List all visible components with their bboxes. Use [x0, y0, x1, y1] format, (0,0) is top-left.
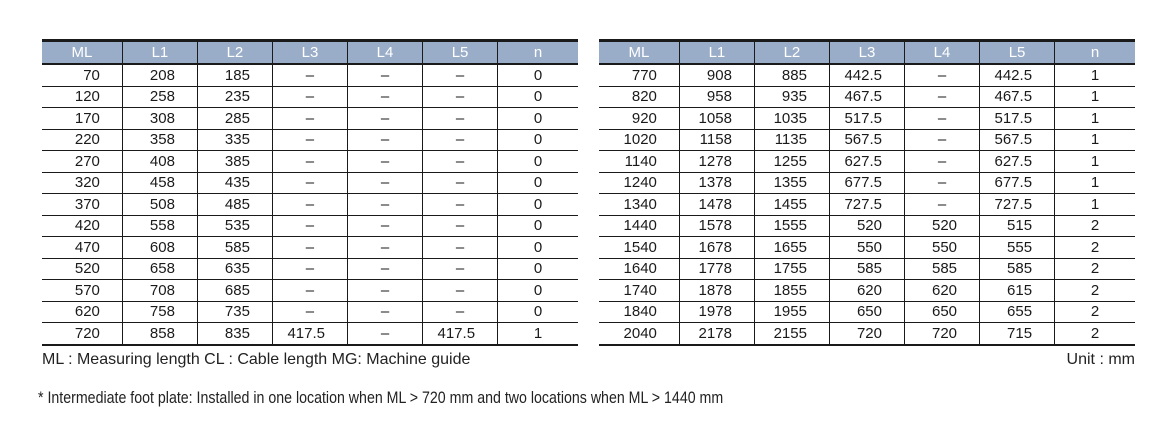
table-cell: – — [272, 301, 347, 323]
table-cell: 0 — [498, 129, 578, 151]
table-cell: – — [347, 151, 422, 173]
table-cell: 517.5 — [829, 108, 904, 130]
spec-table-right — [599, 39, 1135, 346]
table-cell: 635 — [197, 258, 272, 280]
table-cell: 627.5 — [980, 151, 1055, 173]
table-cell: 720 — [904, 323, 979, 345]
table-cell: 550 — [904, 237, 979, 259]
column-header-ml: ML — [42, 41, 122, 65]
table-cell: 1678 — [679, 237, 754, 259]
table-cell: 920 — [599, 108, 679, 130]
table-cell: 677.5 — [829, 172, 904, 194]
table-cell: – — [423, 258, 498, 280]
table-cell: 1640 — [599, 258, 679, 280]
table-row — [599, 280, 1135, 302]
column-header-l3: L3 — [272, 41, 347, 65]
table-cell: 1 — [1055, 64, 1135, 86]
table-cell: 1 — [1055, 194, 1135, 216]
table-header-row — [42, 41, 578, 65]
table-cell: 417.5 — [423, 323, 498, 345]
table-cell: 558 — [122, 215, 197, 237]
table-cell: 270 — [42, 151, 122, 173]
table-cell: 2 — [1055, 301, 1135, 323]
table-cell: 708 — [122, 280, 197, 302]
table-cell: 2 — [1055, 323, 1135, 345]
table-row — [599, 129, 1135, 151]
column-header-n: n — [1055, 41, 1135, 65]
table-header-row — [599, 41, 1135, 65]
table-cell: 0 — [498, 64, 578, 86]
table-cell: – — [904, 129, 979, 151]
table-cell: 0 — [498, 301, 578, 323]
table-cell: 458 — [122, 172, 197, 194]
table-cell: 70 — [42, 64, 122, 86]
table-cell: – — [272, 280, 347, 302]
table-cell: 2155 — [754, 323, 829, 345]
table-cell: – — [423, 172, 498, 194]
table-cell: 567.5 — [980, 129, 1055, 151]
table-cell: 508 — [122, 194, 197, 216]
table-cell: 320 — [42, 172, 122, 194]
table-cell: – — [347, 172, 422, 194]
table-cell: 567.5 — [829, 129, 904, 151]
table-cell: – — [272, 237, 347, 259]
table-cell: 0 — [498, 237, 578, 259]
table-cell: 1035 — [754, 108, 829, 130]
table-cell: 1 — [1055, 108, 1135, 130]
table-cell: 435 — [197, 172, 272, 194]
table-cell: 0 — [498, 280, 578, 302]
table-cell: 655 — [980, 301, 1055, 323]
table-cell: 358 — [122, 129, 197, 151]
table-cell: 727.5 — [829, 194, 904, 216]
table-cell: 1778 — [679, 258, 754, 280]
table-row — [599, 64, 1135, 86]
table-cell: – — [423, 237, 498, 259]
table-cell: 235 — [197, 86, 272, 108]
table-cell: – — [347, 108, 422, 130]
table-cell: 585 — [829, 258, 904, 280]
table-cell: 1655 — [754, 237, 829, 259]
table-cell: 520 — [829, 215, 904, 237]
table-cell: 1 — [498, 323, 578, 345]
table-cell: 585 — [197, 237, 272, 259]
table-cell: 467.5 — [829, 86, 904, 108]
table-cell: 1355 — [754, 172, 829, 194]
table-cell: 1 — [1055, 151, 1135, 173]
table-cell: – — [423, 194, 498, 216]
table-cell: 1140 — [599, 151, 679, 173]
table-cell: – — [272, 108, 347, 130]
table-cell: 585 — [904, 258, 979, 280]
table-cell: 908 — [679, 64, 754, 86]
table-cell: 720 — [42, 323, 122, 345]
table-row — [42, 323, 578, 345]
table-cell: 1158 — [679, 129, 754, 151]
table-cell: – — [272, 215, 347, 237]
table-row — [599, 172, 1135, 194]
table-cell: 1 — [1055, 86, 1135, 108]
table-cell: 1020 — [599, 129, 679, 151]
table-cell: 2178 — [679, 323, 754, 345]
table-cell: 208 — [122, 64, 197, 86]
table-cell: 520 — [42, 258, 122, 280]
table-row — [599, 108, 1135, 130]
table-cell: 1 — [1055, 172, 1135, 194]
table-cell: 1135 — [754, 129, 829, 151]
table-cell: 727.5 — [980, 194, 1055, 216]
table-row — [42, 64, 578, 86]
column-header-ml: ML — [599, 41, 679, 65]
table-cell: 417.5 — [272, 323, 347, 345]
table-cell: 0 — [498, 258, 578, 280]
table-cell: – — [347, 301, 422, 323]
table-row — [42, 301, 578, 323]
column-header-l2: L2 — [754, 41, 829, 65]
column-header-n: n — [498, 41, 578, 65]
table-cell: 1478 — [679, 194, 754, 216]
table-cell: – — [272, 258, 347, 280]
table-row — [599, 215, 1135, 237]
abbreviation-legend: ML : Measuring length CL : Cable length MG: Machine guide — [42, 351, 471, 368]
table-cell: 735 — [197, 301, 272, 323]
table-cell: – — [272, 172, 347, 194]
table-cell: 0 — [498, 172, 578, 194]
table-cell: – — [347, 64, 422, 86]
table-cell: 650 — [904, 301, 979, 323]
column-header-l4: L4 — [904, 41, 979, 65]
table-cell: 2 — [1055, 237, 1135, 259]
legend-row — [42, 351, 1135, 369]
table-cell: 170 — [42, 108, 122, 130]
table-cell: 2 — [1055, 258, 1135, 280]
table-cell: – — [423, 215, 498, 237]
table-cell: 1740 — [599, 280, 679, 302]
column-header-l1: L1 — [122, 41, 197, 65]
column-header-l4: L4 — [347, 41, 422, 65]
table-row — [42, 258, 578, 280]
table-cell: 770 — [599, 64, 679, 86]
table-row — [599, 323, 1135, 345]
table-cell: 1840 — [599, 301, 679, 323]
table-cell: 1578 — [679, 215, 754, 237]
table-cell: 370 — [42, 194, 122, 216]
table-row — [599, 258, 1135, 280]
table-cell: – — [904, 64, 979, 86]
table-cell: – — [423, 108, 498, 130]
table-cell: 535 — [197, 215, 272, 237]
table-cell: 715 — [980, 323, 1055, 345]
table-cell: – — [272, 86, 347, 108]
table-cell: 2 — [1055, 280, 1135, 302]
table-row — [599, 86, 1135, 108]
table-row — [42, 280, 578, 302]
table-cell: 685 — [197, 280, 272, 302]
table-cell: 517.5 — [980, 108, 1055, 130]
table-cell: 1855 — [754, 280, 829, 302]
table-cell: 585 — [980, 258, 1055, 280]
table-cell: 420 — [42, 215, 122, 237]
footnote — [38, 389, 835, 408]
table-cell: – — [347, 258, 422, 280]
table-cell: 515 — [980, 215, 1055, 237]
table-cell: 1340 — [599, 194, 679, 216]
table-cell: 385 — [197, 151, 272, 173]
table-cell: 220 — [42, 129, 122, 151]
table-cell: – — [272, 151, 347, 173]
table-cell: 958 — [679, 86, 754, 108]
table-cell: 1278 — [679, 151, 754, 173]
column-header-l5: L5 — [423, 41, 498, 65]
table-cell: 858 — [122, 323, 197, 345]
table-cell: 620 — [42, 301, 122, 323]
column-header-l1: L1 — [679, 41, 754, 65]
table-cell: 608 — [122, 237, 197, 259]
table-cell: 1878 — [679, 280, 754, 302]
table-cell: – — [272, 194, 347, 216]
table-row — [599, 301, 1135, 323]
table-row — [42, 172, 578, 194]
table-cell: 620 — [829, 280, 904, 302]
table-cell: – — [347, 129, 422, 151]
table-cell: 1455 — [754, 194, 829, 216]
table-cell: – — [904, 86, 979, 108]
spec-table-left — [42, 39, 578, 346]
table-cell: 0 — [498, 215, 578, 237]
table-cell: 0 — [498, 86, 578, 108]
table-cell: 677.5 — [980, 172, 1055, 194]
table-cell: 820 — [599, 86, 679, 108]
table-cell: 120 — [42, 86, 122, 108]
table-cell: 615 — [980, 280, 1055, 302]
table-cell: 627.5 — [829, 151, 904, 173]
table-cell: 485 — [197, 194, 272, 216]
table-row — [42, 129, 578, 151]
table-row — [599, 151, 1135, 173]
table-cell: – — [347, 323, 422, 345]
table-cell: 1378 — [679, 172, 754, 194]
table-cell: 1555 — [754, 215, 829, 237]
table-cell: 885 — [754, 64, 829, 86]
table-row — [42, 237, 578, 259]
table-cell: 0 — [498, 194, 578, 216]
table-cell: – — [423, 64, 498, 86]
table-cell: – — [272, 64, 347, 86]
table-cell: 1255 — [754, 151, 829, 173]
table-cell: 185 — [197, 64, 272, 86]
table-cell: 2 — [1055, 215, 1135, 237]
column-header-l2: L2 — [197, 41, 272, 65]
table-cell: 1755 — [754, 258, 829, 280]
table-cell: 442.5 — [829, 64, 904, 86]
table-row — [42, 215, 578, 237]
table-cell: – — [904, 194, 979, 216]
table-cell: 758 — [122, 301, 197, 323]
table-row — [42, 151, 578, 173]
table-header-row — [42, 41, 578, 65]
table-cell: 1440 — [599, 215, 679, 237]
table-cell: 570 — [42, 280, 122, 302]
table-cell: 650 — [829, 301, 904, 323]
table-cell: 0 — [498, 151, 578, 173]
footnote-text: * Intermediate foot plate: Installed in one location when ML > 720 mm and two locations when ML > 1440 mm — [38, 389, 724, 407]
table-cell: – — [347, 237, 422, 259]
table-cell: 935 — [754, 86, 829, 108]
table-row — [599, 194, 1135, 216]
column-header-l3: L3 — [829, 41, 904, 65]
table-cell: 620 — [904, 280, 979, 302]
table-cell: – — [347, 280, 422, 302]
table-row — [599, 237, 1135, 259]
table-cell: – — [347, 194, 422, 216]
table-cell: – — [347, 215, 422, 237]
column-header-l5: L5 — [980, 41, 1055, 65]
table-cell: 467.5 — [980, 86, 1055, 108]
table-cell: 520 — [904, 215, 979, 237]
table-cell: 258 — [122, 86, 197, 108]
table-cell: 0 — [498, 108, 578, 130]
table-cell: 720 — [829, 323, 904, 345]
table-row — [42, 108, 578, 130]
table-cell: – — [423, 129, 498, 151]
table-cell: – — [347, 86, 422, 108]
table-cell: – — [423, 151, 498, 173]
table-cell: 442.5 — [980, 64, 1055, 86]
table-row — [42, 194, 578, 216]
table-header-row — [599, 41, 1135, 65]
table-cell: 658 — [122, 258, 197, 280]
table-cell: 308 — [122, 108, 197, 130]
table-cell: 1955 — [754, 301, 829, 323]
dimension-tables — [42, 39, 1135, 346]
unit-label: Unit : mm — [1066, 351, 1135, 368]
table-cell: 470 — [42, 237, 122, 259]
table-cell: 835 — [197, 323, 272, 345]
table-cell: 2040 — [599, 323, 679, 345]
table-cell: – — [904, 108, 979, 130]
table-cell: 335 — [197, 129, 272, 151]
table-cell: 555 — [980, 237, 1055, 259]
table-cell: 285 — [197, 108, 272, 130]
table-cell: – — [904, 151, 979, 173]
table-cell: 408 — [122, 151, 197, 173]
table-cell: 1540 — [599, 237, 679, 259]
table-cell: 550 — [829, 237, 904, 259]
table-cell: – — [272, 129, 347, 151]
table-cell: 1978 — [679, 301, 754, 323]
table-cell: – — [423, 280, 498, 302]
table-cell: – — [423, 301, 498, 323]
table-row — [42, 86, 578, 108]
table-cell: – — [904, 172, 979, 194]
table-cell: 1240 — [599, 172, 679, 194]
table-cell: 1 — [1055, 129, 1135, 151]
table-cell: – — [423, 86, 498, 108]
table-cell: 1058 — [679, 108, 754, 130]
